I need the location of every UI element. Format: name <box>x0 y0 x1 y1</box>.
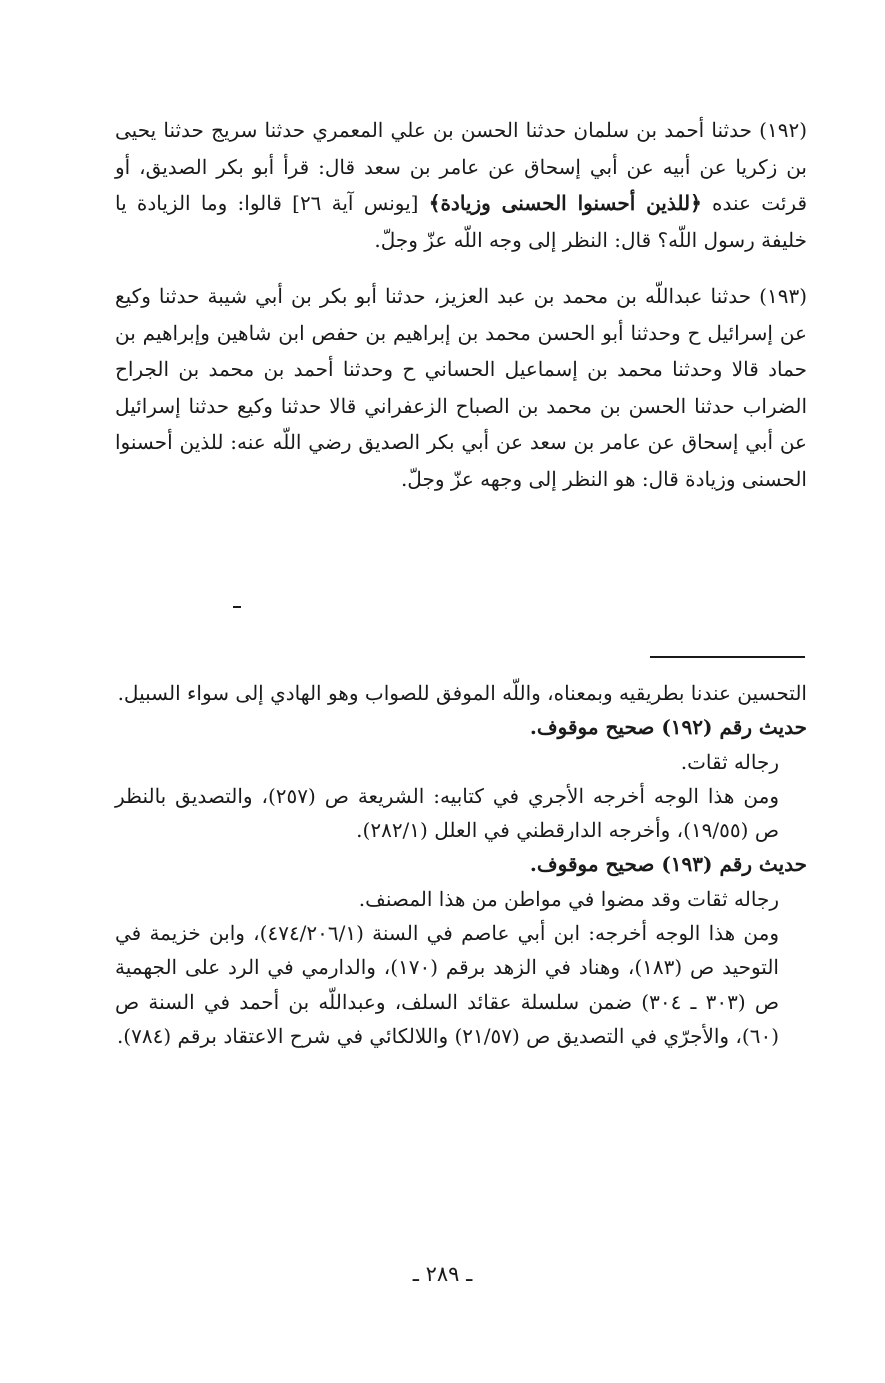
hadith-192-text: (١٩٢) حدثنا أحمد بن سلمان حدثنا الحسن بن علي المعمري حدثنا سريج حدثنا يحيى بن زكريا عن أبيه عن أبي إسحاق عن عامر بن سعد قال: قرأ أبو بكر الصديق، أو قرئت عنده <box>115 118 808 215</box>
note-sources-193: ومن هذا الوجه أخرجه: ابن أبي عاصم في السنة (٤٧٤/٢٠٦/١)، وابن خزيمة في التوحيد ص (١٨٣)، وهناد في الزهد برقم (١٧٠)، والدارمي في الرد على الجهمية ص (٣٠٣ ـ ٣٠٤) ضمن سلسلة عقائد السلف، وعبداللّه بن أحمد في السنة ص (٦٠)، والأجرّي في التصديق ص (٢١/٥٧) واللالكائي في شرح الاعتقاد برقم (٧٨٤). <box>115 921 780 1048</box>
page-number: ـ ٢٨٩ ـ <box>412 1262 473 1286</box>
hadith-192-text-end: [يونس آية ٢٦] قالوا: وما الزيادة يا خليفة رسول اللّه؟ قال: النظر إلى وجه اللّه عزّ وجلّ. <box>115 191 807 252</box>
footnotes <box>115 676 807 1053</box>
note-heading-193: حديث رقم (١٩٣) صحيح موقوف. <box>529 852 807 877</box>
stray-mark <box>233 606 241 608</box>
main-text <box>115 112 807 497</box>
hadith-193: (١٩٣) حدثنا عبداللّه بن محمد بن عبد العزيز، حدثنا أبو بكر بن أبي شيبة حدثنا وكيع عن إسرائيل ح وحدثنا أبو الحسن محمد بن إبراهيم بن حفص ابن شاهين وإبراهيم بن حماد قالا وحدثنا محمد بن إسماعيل الحساني ح وحدثنا أحمد بن محمد بن الجراح الضراب حدثنا الحسن بن محمد بن الصباح الزعفراني قالا حدثنا وكيع حدثنا إسرائيل عن أبي إسحاق عن عامر بن سعد عن أبي بكر الصديق رضي اللّه عنه: للذين أحسنوا الحسنى وزيادة قال: هو النظر إلى وجهه عزّ وجلّ. <box>115 284 807 491</box>
note-sources-192: ومن هذا الوجه أخرجه الأجري في كتابيه: الشريعة ص (٢٥٧)، والتصديق بالنظر ص (١٩/٥٥)، وأخرجه الدارقطني في العلل (٢٨٢/١). <box>115 783 779 843</box>
hadith-192 <box>115 112 807 258</box>
note-narrators-192: رجاله ثقات. <box>680 749 779 774</box>
footnote-separator <box>650 656 805 658</box>
note-heading-192: حديث رقم (١٩٢) صحيح موقوف. <box>529 715 807 740</box>
note-continuation: التحسين عندنا بطريقيه وبمعناه، واللّه الموفق للصواب وهو الهادي إلى سواء السبيل. <box>117 681 807 705</box>
quran-quote: ﴿للذين أحسنوا الحسنى وزيادة﴾ <box>428 191 702 215</box>
note-narrators-193: رجاله ثقات وقد مضوا في مواطن من هذا المصنف. <box>358 886 779 911</box>
